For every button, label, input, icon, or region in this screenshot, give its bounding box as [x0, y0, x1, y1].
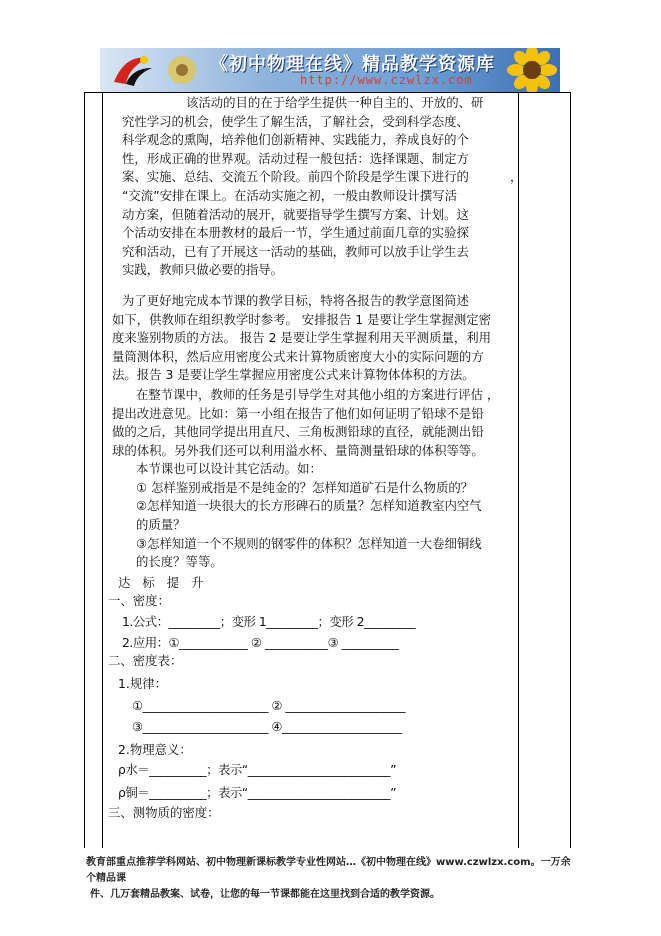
question-item: ②怎样知道一块很大的长方形碑石的质量？怎样知道教室内空气	[136, 498, 482, 514]
section-title: 三、测物质的密度：	[108, 805, 220, 821]
paragraph-line: 量筒测体积，然后应用密度公式来计算物质密度大小的实际问题的方	[112, 348, 484, 364]
lesson-content	[108, 94, 523, 823]
exercise-line: ③______________________ ④_____________________	[132, 719, 402, 734]
paragraph-text: 案、实施、总结、交流五个阶段。前四个阶段是学生课下进行的	[122, 169, 469, 185]
page-footer	[86, 855, 576, 903]
paragraph-line: 法。报告 3 是要让学生掌握应用密度公式来计算物体体积的方法。	[112, 367, 475, 383]
stray-comma: ，	[510, 169, 523, 185]
exercise-line: 1.公式：_________；变形 1_________；变形 2_________	[122, 614, 416, 630]
banner-title: 《初中物理在线》精品教学资源库	[210, 54, 495, 75]
paragraph-line: 在整节课中，教师的任务是引导学生对其他小组的方案进行评估 ，	[136, 386, 500, 402]
exercise-line: 2.物理意义：	[118, 741, 192, 757]
footer-line: 件、几万套精品教案、试卷，让您的每一节课都能在这里找到合适的教学资源。	[90, 889, 440, 900]
paragraph-line: 科学观念的熏陶，培养他们创新精神、实践能力，养成良好的个	[122, 132, 469, 148]
paragraph-line: 度来鉴别物质的方法。 报告 2 是要让学生掌握利用天平测质量，利用	[112, 330, 492, 346]
site-banner	[100, 48, 560, 92]
table-divider-right	[518, 93, 519, 848]
exercise-line: ρ水＝__________；表示“_________________________”	[118, 762, 396, 778]
table-divider-left	[102, 93, 103, 848]
site-logo-icon	[108, 52, 156, 88]
paragraph-line: 为了更好地完成本节课的教学目标，特将各报告的教学意图简述	[122, 292, 469, 308]
paragraph-line: 个活动安排在本册教材的最后一节，学生通过前面几章的实验探	[122, 225, 469, 241]
paragraph-line: 球的体积。另外我们还可以利用溢水杯、量筒测量铅球的体积等等。	[112, 442, 484, 458]
paragraph-line: 如下，供教师在组织教学时参考。 安排报告 1 是要让学生掌握测定密	[112, 311, 492, 327]
paragraph-line: 该活动的目的在于给学生提供一种自主的、开放的、研	[186, 95, 484, 110]
paragraph-line: “交流”安排在课上。在活动实施之初，一般由教师设计撰写活	[122, 187, 457, 203]
exercise-line: 2.应用：①____________ ② ___________③ __________	[122, 634, 399, 650]
paragraph-line: 提出改进意见。比如：第一小组在报告了他们如何证明了铅球不是铅	[112, 405, 484, 421]
paragraph-line: 实践，教师只做必要的指导。	[122, 262, 284, 278]
paragraph-line: 动方案，但随着活动的展开，就要指导学生撰写方案、计划。这	[122, 206, 469, 222]
banner-url[interactable]: http://www.czwlzx.com	[300, 73, 473, 87]
footer-line: 教育部重点推荐学科网站、初中物理新课标教学专业性网站…《初中物理在线》www.czwlzx.com。一万余个精品课	[86, 857, 571, 884]
question-item: 的质量？	[136, 517, 186, 533]
section-title: 二、密度表：	[108, 653, 183, 669]
exercise-line: ①______________________ ② _____________________	[132, 698, 405, 714]
paragraph-line	[112, 168, 523, 187]
exercise-line: ρ铜＝__________；表示“_________________________”	[118, 784, 396, 800]
paragraph-line: 究和活动，已有了开展这一活动的基础，教师可以放手让学生去	[122, 243, 469, 259]
exercise-line: 1.规律：	[118, 675, 167, 691]
sunflower-left-icon	[162, 48, 202, 92]
paragraph-line: 做的之后，其他同学提出用直尺、三角板测铅球的直径，就能测出铅	[112, 424, 484, 440]
paragraph-line: 究性学习的机会，使学生了解生活，了解社会，受到科学态度、	[122, 113, 469, 129]
sunflower-icon	[502, 48, 560, 92]
question-item: 的长度？等等。	[136, 554, 223, 570]
section-title: 一、密度：	[108, 593, 170, 609]
question-item: ① 怎样鉴别戒指是不是纯金的？怎样知道矿石是什么物质的？	[136, 479, 474, 495]
question-item: ③怎样知道一个不规则的钢零件的体积？怎样知道一大卷细铜线	[136, 535, 482, 551]
section-heading: 达标提升	[118, 574, 216, 590]
paragraph-line: 本节课也可以设计其它活动。如：	[136, 461, 322, 477]
paragraph-line: 性，形成正确的世界观。活动过程一般包括：选择课题、制定方	[122, 150, 469, 166]
